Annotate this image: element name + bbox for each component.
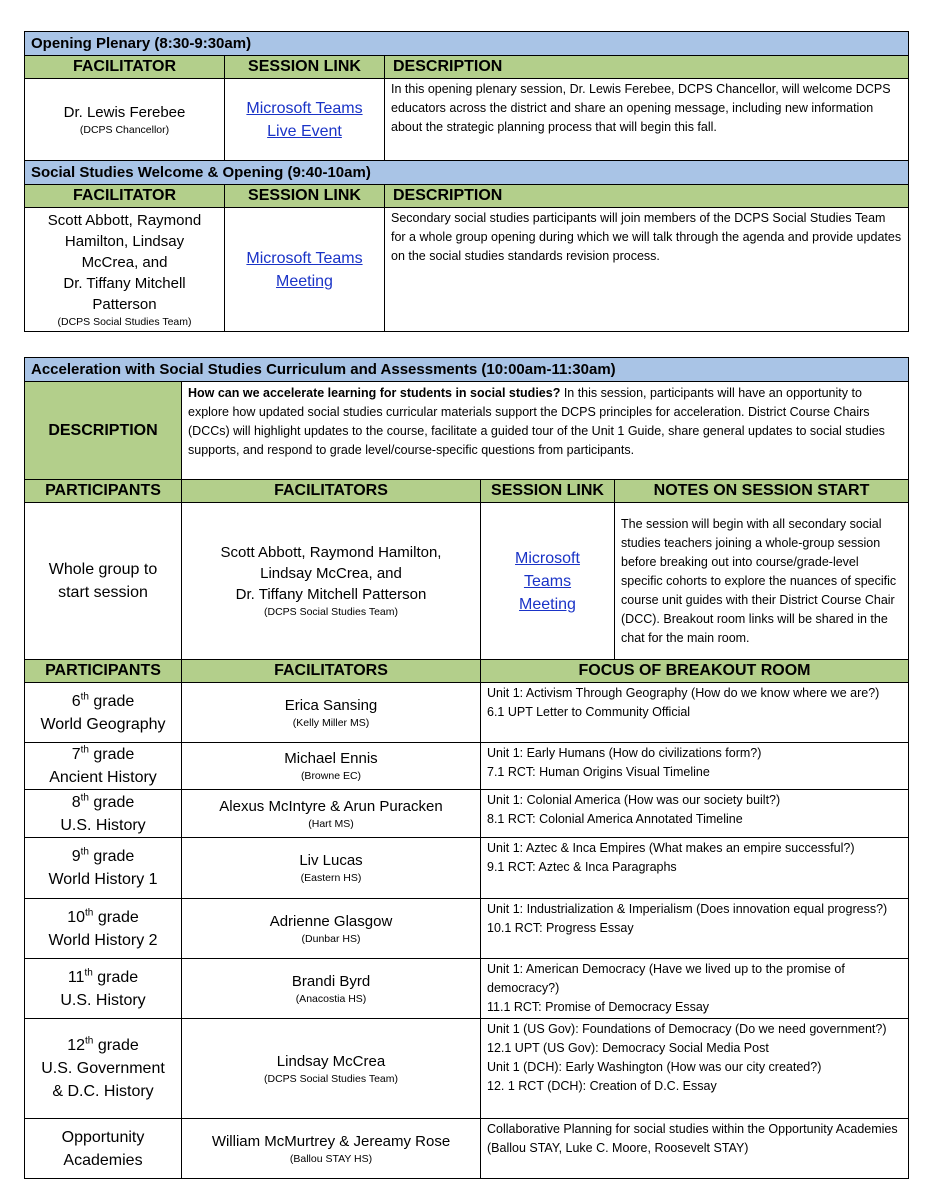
focus-line: Unit 1 (DCH): Early Washington (How was our city created?) — [487, 1060, 822, 1074]
facilitator-name: Liv Lucas — [299, 852, 363, 869]
course-name: World History 2 — [48, 931, 158, 949]
grade-label: grade — [92, 968, 139, 986]
grade-suffix: th — [85, 1035, 94, 1047]
facilitator-cell — [182, 790, 481, 838]
welcome-facilitator-cell — [25, 208, 225, 332]
table-row — [25, 1119, 909, 1179]
grade-label: grade — [93, 908, 139, 926]
facilitator-org: (DCPS Social Studies Team) — [263, 1072, 399, 1085]
welcome-facilitator-line: Dr. Tiffany Mitchell — [63, 274, 186, 292]
grade-number: 12 — [67, 1037, 86, 1054]
facilitator-org: (Hart MS) — [308, 817, 354, 830]
plenary-description: In this opening plenary session, Dr. Lewis Ferebee, DCPS Chancellor, will welcome DCPS educators across the district and share an opening message, including new information about the strategic planning process that will begin this fall. — [385, 79, 909, 161]
facilitator-cell — [182, 1119, 481, 1179]
focus-cell — [481, 899, 909, 959]
table-row — [25, 790, 909, 838]
whole-group-line1: Whole group to — [48, 561, 158, 578]
plenary-facilitator-cell — [25, 79, 225, 161]
facilitator-org: (Eastern HS) — [300, 872, 362, 884]
welcome-facilitator-line: McCrea, and — [81, 253, 168, 271]
focus-line: Unit 1: Early Humans (How do civilizations form?) — [487, 746, 762, 760]
facilitator-name: Michael Ennis — [284, 750, 378, 767]
welcome-facilitator-line: Scott Abbott, Raymond — [47, 211, 202, 229]
plenary-header-link: SESSION LINK — [225, 56, 385, 79]
course-name: U.S. History — [60, 816, 146, 834]
grade-suffix: th — [80, 744, 89, 756]
focus-line: 12. 1 RCT (DCH): Creation of D.C. Essay — [487, 1079, 717, 1093]
acceleration-facilitators-line: Dr. Tiffany Mitchell Patterson — [235, 586, 427, 603]
facilitator-name: Lindsay McCrea — [276, 1052, 386, 1070]
acceleration-table — [24, 357, 909, 1179]
acceleration-link-line: Microsoft — [515, 549, 580, 567]
facilitator-org: (Browne EC) — [300, 770, 362, 782]
acceleration-link-line: Meeting — [519, 595, 576, 613]
plenary-table — [24, 31, 909, 332]
breakout-header-participants: PARTICIPANTS — [25, 660, 182, 683]
table-row — [25, 899, 909, 959]
plenary-header-facilitator: FACILITATOR — [25, 56, 225, 79]
grade-label: grade — [88, 692, 135, 710]
welcome-header-description: DESCRIPTION — [385, 185, 909, 208]
acceleration-link-line: Teams — [523, 572, 572, 590]
plenary-facilitator-name: Dr. Lewis Ferebee — [63, 103, 186, 121]
focus-cell — [481, 790, 909, 838]
acceleration-facilitators-org: (DCPS Social Studies Team) — [263, 606, 399, 618]
facilitator-cell — [182, 959, 481, 1019]
plenary-link-line1: Microsoft Teams — [246, 99, 363, 117]
facilitator-name: Erica Sansing — [284, 696, 378, 714]
acceleration-facilitators-cell — [182, 503, 481, 660]
focus-line: Collaborative Planning for social studies within the Opportunity Academies (Ballou STAY, Luke C. Moore, Roosevelt STAY) — [487, 1122, 898, 1155]
participants-label: Opportunity — [61, 1128, 145, 1146]
facilitator-name: Adrienne Glasgow — [269, 912, 393, 930]
grade-label: grade — [88, 848, 135, 865]
course-name: Ancient History — [49, 769, 157, 786]
focus-cell — [481, 743, 909, 790]
acceleration-title: Acceleration with Social Studies Curriculum and Assessments (10:00am-11:30am) — [25, 358, 909, 382]
facilitator-org: (Anacostia HS) — [295, 992, 367, 1005]
facilitator-cell — [182, 899, 481, 959]
grade-suffix: th — [80, 846, 89, 858]
facilitator-org: (Kelly Miller MS) — [292, 716, 370, 729]
course-name: U.S. History — [60, 991, 146, 1009]
grade-number: 11 — [67, 968, 85, 986]
acceleration-header-facilitators: FACILITATORS — [182, 480, 481, 503]
grade-label: grade — [93, 1037, 139, 1054]
table-row — [25, 959, 909, 1019]
plenary-header-description: DESCRIPTION — [385, 56, 909, 79]
grade-suffix: th — [85, 907, 94, 919]
focus-line: 10.1 RCT: Progress Essay — [487, 921, 634, 935]
grade-suffix: th — [80, 792, 89, 804]
grade-cell — [25, 790, 182, 838]
course-name: & D.C. History — [52, 1083, 154, 1100]
grade-cell — [25, 683, 182, 743]
focus-cell — [481, 683, 909, 743]
welcome-facilitator-org: (DCPS Social Studies Team) — [57, 315, 192, 328]
welcome-link-cell — [225, 208, 385, 332]
acceleration-header-notes: NOTES ON SESSION START — [615, 480, 909, 503]
focus-cell — [481, 959, 909, 1019]
acceleration-facilitators-line: Lindsay McCrea, and — [260, 565, 402, 582]
grade-label: grade — [88, 746, 135, 763]
focus-line: Unit 1: Colonial America (How was our society built?) — [487, 793, 781, 807]
focus-line: Unit 1: Activism Through Geography (How do we know where we are?) — [487, 686, 880, 700]
breakout-header-focus: FOCUS OF BREAKOUT ROOM — [481, 660, 909, 683]
plenary-title: Opening Plenary (8:30-9:30am) — [25, 32, 909, 56]
grade-cell — [25, 899, 182, 959]
grade-number: 9 — [71, 848, 81, 865]
welcome-title: Social Studies Welcome & Opening (9:40-10am) — [25, 161, 909, 185]
whole-group-cell — [25, 503, 182, 660]
welcome-facilitator-line: Hamilton, Lindsay — [64, 232, 185, 250]
welcome-description: Secondary social studies participants will join members of the DCPS Social Studies Team for a whole group opening during which we will talk through the agenda and provide updates on the social studies standards revision process. — [385, 208, 909, 332]
welcome-link-line2: Meeting — [276, 272, 333, 290]
table-row — [25, 683, 909, 743]
focus-line: 9.1 RCT: Aztec & Inca Paragraphs — [487, 860, 677, 874]
facilitator-org: (Ballou STAY HS) — [289, 1152, 373, 1165]
table-row — [25, 838, 909, 899]
focus-line: Unit 1: Industrialization & Imperialism (Does innovation equal progress?) — [487, 902, 888, 916]
plenary-link-line2: Live Event — [267, 122, 342, 140]
plenary-facilitator-org: (DCPS Chancellor) — [79, 123, 170, 136]
grade-number: 7 — [71, 746, 81, 763]
acceleration-description — [182, 382, 909, 480]
acceleration-header-link: SESSION LINK — [481, 480, 615, 503]
acceleration-link-cell — [481, 503, 615, 660]
welcome-teams-meeting-link[interactable] — [225, 247, 384, 293]
focus-cell — [481, 838, 909, 899]
grade-number: 10 — [67, 908, 86, 926]
focus-line: 7.1 RCT: Human Origins Visual Timeline — [487, 765, 710, 779]
grade-suffix: th — [84, 967, 93, 979]
facilitator-org: (Dunbar HS) — [301, 932, 361, 945]
facilitator-cell — [182, 1019, 481, 1119]
course-name: U.S. Government — [41, 1060, 165, 1077]
grade-number: 6 — [71, 692, 81, 710]
plenary-teams-live-event-link[interactable] — [225, 97, 384, 143]
grade-label: grade — [88, 793, 135, 811]
acceleration-header-participants: PARTICIPANTS — [25, 480, 182, 503]
welcome-link-line1: Microsoft Teams — [246, 249, 363, 267]
facilitator-name: Alexus McIntyre & Arun Puracken — [219, 797, 443, 815]
whole-group-line2: start session — [58, 584, 148, 601]
table-row — [25, 1019, 909, 1119]
grade-number: 8 — [71, 793, 81, 811]
welcome-header-facilitator: FACILITATOR — [25, 185, 225, 208]
focus-line: 11.1 RCT: Promise of Democracy Essay — [487, 1000, 710, 1014]
grade-cell — [25, 959, 182, 1019]
facilitator-cell — [182, 683, 481, 743]
facilitator-name: William McMurtrey & Jereamy Rose — [211, 1132, 451, 1150]
breakout-header-facilitators: FACILITATORS — [182, 660, 481, 683]
course-name: World History 1 — [48, 871, 158, 888]
acceleration-facilitators-line: Scott Abbott, Raymond Hamilton, — [220, 544, 442, 561]
focus-cell — [481, 1019, 909, 1119]
grade-cell — [25, 1019, 182, 1119]
welcome-facilitator-line: Patterson — [92, 295, 157, 313]
focus-line: Unit 1: Aztec & Inca Empires (What makes an empire successful?) — [487, 841, 855, 855]
acceleration-description-label: DESCRIPTION — [25, 382, 182, 480]
grade-cell — [25, 838, 182, 899]
facilitator-name: Brandi Byrd — [291, 972, 371, 990]
course-name: World Geography — [40, 715, 166, 733]
table-row — [25, 743, 909, 790]
acceleration-description-text: In this session, participants will have an opportunity to explore how updated social studies curricular materials support the DCPS principles for acceleration. District Course Chairs (DCCs) will highlight updates to the course, facilitate a guided tour of the Unit 1 Guide, share general updates to social studies supports, and respond to grade level/course-specific questions from participants. — [188, 386, 885, 457]
focus-line: Unit 1 (US Gov): Foundations of Democracy (Do we need government?) — [487, 1022, 887, 1036]
plenary-link-cell — [225, 79, 385, 161]
focus-line: 12.1 UPT (US Gov): Democracy Social Media Post — [487, 1041, 769, 1055]
focus-line: 8.1 RCT: Colonial America Annotated Timeline — [487, 812, 743, 826]
facilitator-cell — [182, 743, 481, 790]
acceleration-description-question: How can we accelerate learning for students in social studies? — [188, 386, 561, 400]
grade-suffix: th — [80, 691, 89, 703]
grade-cell — [25, 1119, 182, 1179]
welcome-header-link: SESSION LINK — [225, 185, 385, 208]
course-name: Academies — [63, 1151, 143, 1169]
acceleration-notes: The session will begin with all secondary social studies teachers joining a whole-group session before breaking out into course/grade-level specific cohorts to explore the nuances of specific course unit guides with their District Course Chair (DCC). Breakout room links will be shared in the chat for the main room. — [615, 503, 909, 660]
grade-cell — [25, 743, 182, 790]
focus-line: Unit 1: American Democracy (Have we lived up to the promise of democracy?) — [487, 962, 845, 995]
acceleration-teams-meeting-link[interactable] — [481, 547, 614, 616]
focus-line: 6.1 UPT Letter to Community Official — [487, 705, 691, 719]
facilitator-cell — [182, 838, 481, 899]
focus-cell — [481, 1119, 909, 1179]
